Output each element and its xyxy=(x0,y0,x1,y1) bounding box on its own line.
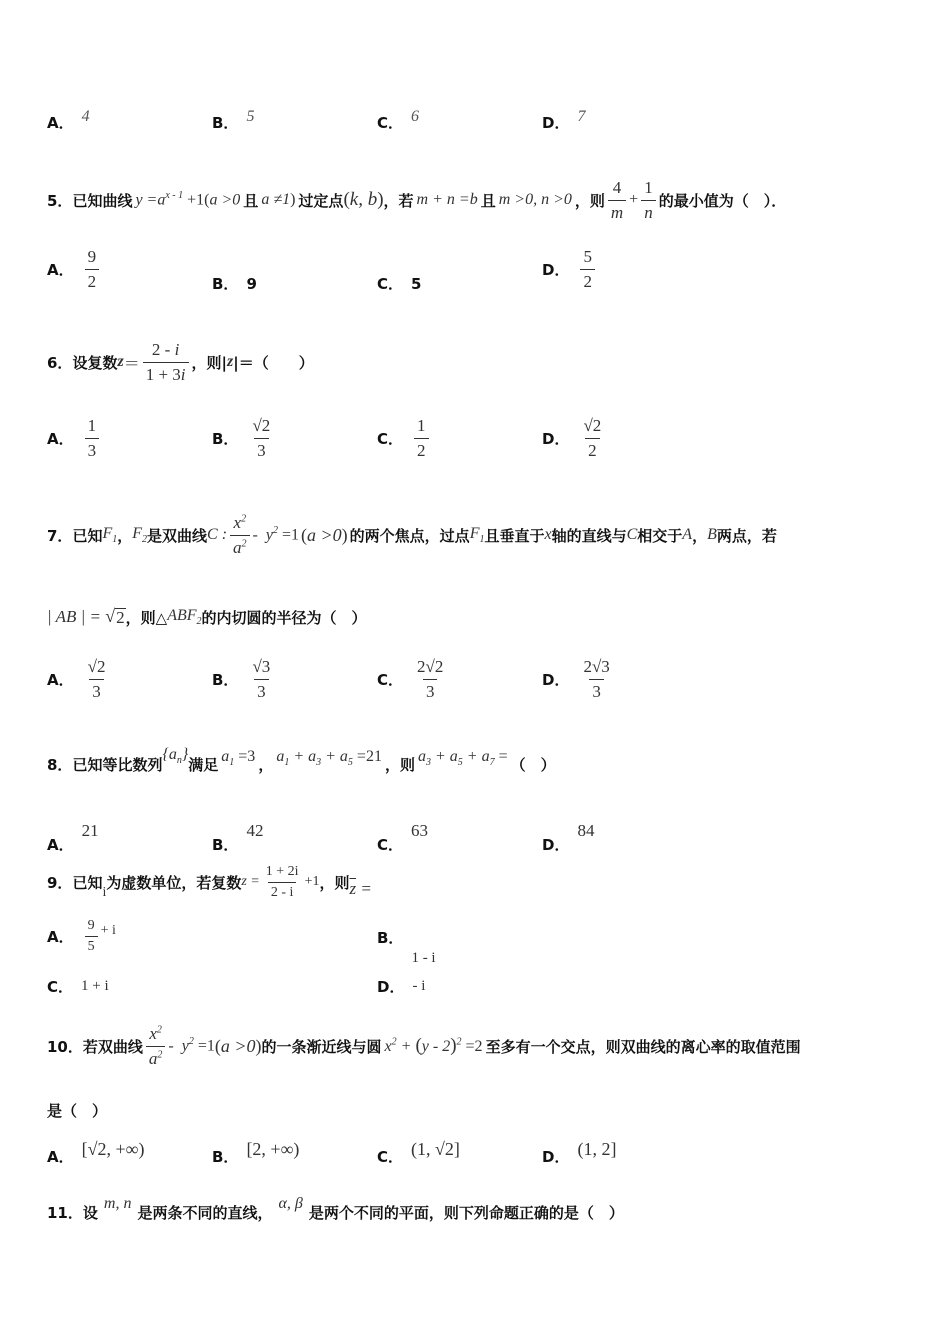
question-5: 5． 已知曲线 $y =a^{x - 1} +1(a >0$ 且 a ≠1) 过定点 (k, b) ，若 m + n =b 且 m >0, n >0 ，则 $\frac{4}{m}$ + $\frac{1}{n}$ 的最小值为（ ）． xyxy=(47,177,787,222)
question-8: 8． 已知等比数列 $\{a_n\}$ 满足 $a_1 =3$ ， $a_1 + a_3 + a_5 =21$ ，则 $a_3 + a_5 + a_7$ = （ ） xyxy=(47,745,556,774)
q10-option-d: D． (1, 2] xyxy=(542,1139,617,1166)
q4-option-a: A． 4 xyxy=(47,107,90,132)
question-7-cont: | AB | = √ 2 ，则△ $ABF_2$ 的内切圆的半径为（ ） xyxy=(47,605,367,628)
q5-option-a: A． $\frac{9}{2}$ xyxy=(47,247,102,292)
q4-option-b: B． 5 xyxy=(212,107,255,132)
question-6: 6． 设复数 z ＝ $\frac{2 - i}{1 + 3i}$ ，则| z |＝（ ） xyxy=(47,339,314,384)
question-10: 10． 若双曲线 $\frac{x^2}{a^2}$ - $y^2 =1$ (a >0) 的一条渐近线与圆 $x^2 + (y - 2)^2 =2$ 至多有一个交点，则双曲线的离心率的取值范围 xyxy=(47,1023,801,1068)
q8-option-b: B． 42 xyxy=(212,820,264,854)
q5-option-b: B． 9 xyxy=(212,274,257,293)
q6-option-c: C． $\frac{1}{2}$ xyxy=(377,416,432,461)
q4-option-d: D． 7 xyxy=(542,107,586,132)
question-7: 7． 已知 $F_1$ ， $F_2$ 是双曲线 C : $\frac{x^2}{a^2}$ - $y^2 =1$ (a >0) 的两个焦点，过点 $F_1$ 且垂直于 x 轴的直线与 C 相交于 A ， B 两点，若 xyxy=(47,512,777,557)
q7-option-b: B． $\frac{√3}{3}$ xyxy=(212,657,271,701)
q8-option-d: D． 84 xyxy=(542,820,595,854)
q5-option-d: D． $\frac{5}{2}$ xyxy=(542,247,598,292)
q10-option-a: A． [√2, +∞) xyxy=(47,1139,145,1166)
q7-option-d: D． $\frac{2√3}{3}$ xyxy=(542,657,610,701)
q6-option-b: B． $\frac{√2}{3}$ xyxy=(212,416,271,460)
q9-option-c: C． 1 + i xyxy=(47,978,109,996)
question-11: 11． 设 m, n 是两条不同的直线， α, β 是两个不同的平面，则下列命题正确的是（ ） xyxy=(47,1195,624,1222)
q9-option-d: D． - i xyxy=(377,978,426,996)
q10-option-c: C． (1, √2] xyxy=(377,1139,460,1166)
question-10-cont: 是（ ） xyxy=(47,1101,108,1120)
q5-option-c: C． 5 xyxy=(377,274,422,293)
q8-option-c: C． 63 xyxy=(377,820,429,854)
question-9: 9． 已知 i 为虚数单位，若复数 z = $\frac{1 + 2i}{2 - i}$ +1 ，则 $\overline{z}$ = xyxy=(47,863,372,900)
q7-option-c: C． $\frac{2√2}{3}$ xyxy=(377,657,444,701)
q9-option-b: B． 1 - i xyxy=(377,929,436,966)
q6-option-a: A． $\frac{1}{3}$ xyxy=(47,416,102,461)
q8-option-a: A． 21 xyxy=(47,820,99,854)
q9-option-a: A． $\frac{9}{5}$ + i xyxy=(47,918,116,954)
q10-option-b: B． [2, +∞) xyxy=(212,1139,300,1166)
q6-option-d: D． $\frac{√2}{2}$ xyxy=(542,416,602,460)
q4-option-c: C． 6 xyxy=(377,107,420,132)
q5-curve: $y =a^{x - 1} +1(a >0$ xyxy=(135,190,241,209)
q7-option-a: A． $\frac{√2}{3}$ xyxy=(47,657,106,701)
